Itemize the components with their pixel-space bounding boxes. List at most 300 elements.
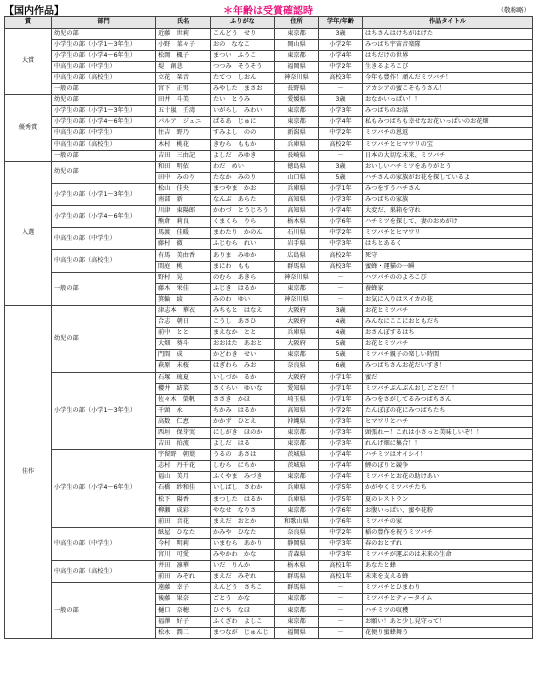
winner-prefecture: 東京都 [275,427,319,438]
winner-grade: 3歳 [319,305,363,316]
winner-grade: 中学3年 [319,239,363,250]
award-category: 中高生の部（中学生） [52,228,156,250]
table-row [5,117,533,128]
winner-prefecture: 広島県 [275,250,319,261]
winner-grade: 高校3年 [319,261,363,272]
winner-kana: えんどう さちこ [211,583,275,594]
winner-kana: うるの あさは [211,450,275,461]
winner-name: 松山 佳央 [156,183,211,194]
winner-grade: 5歳 [319,339,363,350]
winner-prefecture: 茨城県 [275,450,319,461]
winner-kana: みやした まさお [211,84,275,95]
winner-prefecture: 群馬県 [275,261,319,272]
winner-name: 住吉 野乃 [156,128,211,139]
award-category: 中高生の部（中学生） [52,61,156,72]
winner-name: 柳瀬 成彩 [156,505,211,516]
artwork-title: 養蜂家 [363,283,533,294]
winner-kana: まえなか とと [211,328,275,339]
winner-prefecture: 長野県 [275,84,319,95]
winner-name: 馬渡 佳暖 [156,228,211,239]
winner-name: 田中 みのり [156,172,211,183]
artwork-title: はちとあるく [363,239,533,250]
winner-prefecture: 群馬県 [275,572,319,583]
winner-kana: よしだ はる [211,439,275,450]
winner-kana: いだ りんか [211,561,275,572]
winner-grade: 小学6年 [319,505,363,516]
winner-name: 和田 明依 [156,161,211,172]
artwork-title: はちだけの世界 [363,50,533,61]
artwork-title: ハチミツを探して、妻のおめがけ [363,217,533,228]
winner-name: 堤 創悲 [156,61,211,72]
winner-kana: つつみ そうそう [211,61,275,72]
artwork-title: お腹いっぱい、蜜や花粉 [363,505,533,516]
winner-prefecture: 東京都 [275,28,319,39]
winner-name: 宮下 正男 [156,84,211,95]
winner-kana: まつやま かお [211,183,275,194]
award-category: 一般の部 [52,272,156,305]
winner-grade: 小学2年 [319,405,363,416]
award-category: 中高生の部（高校生） [52,139,156,150]
winner-prefecture: 兵庫県 [275,139,319,150]
winner-prefecture: 神奈川県 [275,294,319,305]
artwork-title: かがやくミツバチたち [363,483,533,494]
winner-prefecture: 兵庫県 [275,183,319,194]
winner-grade: 小学1年 [319,394,363,405]
award-category: 小学生の部（小学1～3年生） [52,183,156,205]
winner-grade: 高校2年 [319,139,363,150]
winner-grade: 4歳 [319,317,363,328]
winner-prefecture: 福岡県 [275,627,319,638]
table-row [5,161,533,172]
award-category: 小学生の部（小学4～6年生） [52,117,156,128]
artwork-title: お願い！あと少し見守って！ [363,616,533,627]
winner-name: 宮川 可愛 [156,550,211,561]
artwork-title: ハチミツはオイシイ！ [363,450,533,461]
winner-kana: やなせ なりさ [211,505,275,516]
winner-grade: 中学3年 [319,538,363,549]
winner-name: 櫻井 結菜 [156,383,211,394]
winner-grade: 高校1年 [319,572,363,583]
artwork-title: ミツバチとヒマワリ [363,228,533,239]
winner-prefecture: 奈良県 [275,361,319,372]
artwork-title: 蜜だ [363,372,533,383]
column-header-title: 作品タイトル [363,17,533,29]
winner-prefecture: 栃木県 [275,561,319,572]
winner-prefecture: 東京都 [275,283,319,294]
winner-kana: よしだ みゆき [211,150,275,161]
table-row [5,583,533,594]
winner-kana: ふじむら れい [211,239,275,250]
winner-name: 佐々木 榮帆 [156,394,211,405]
winner-grade: 5歳 [319,172,363,183]
table-row [5,272,533,283]
winner-kana: ありま みゆか [211,250,275,261]
winner-prefecture: 奈良県 [275,527,319,538]
winner-name: 熊倉 莉良 [156,217,211,228]
award-category: 小学生の部（小学4～6年生） [52,206,156,228]
artwork-title: 未来を支える蜂 [363,572,533,583]
winner-kana: かどわき せい [211,350,275,361]
winner-kana: きむら ももか [211,139,275,150]
honorific-note: （敬称略） [497,6,530,14]
award-category: 幼児の部 [52,161,156,183]
winner-prefecture: 岩手県 [275,239,319,250]
winner-name: 小野 菜々子 [156,39,211,50]
winner-grade: 高校1年 [319,561,363,572]
winner-kana: くまくら りら [211,217,275,228]
table-row [5,95,533,106]
artwork-title: ハチミツの収穫 [363,605,533,616]
winner-name: 紙屋 ひなた [156,527,211,538]
winner-kana: みやかわ かな [211,550,275,561]
winner-kana: いまむら あかり [211,538,275,549]
winner-kana: たい とうみ [211,95,275,106]
artwork-title: 大変だ、巣箱を守れ [363,206,533,217]
winner-grade: 小学2年 [319,39,363,50]
winner-kana: こんどう せり [211,28,275,39]
award-level: 佳作 [5,305,52,638]
winner-grade: 小学3年 [319,416,363,427]
winner-prefecture: 青森県 [275,550,319,561]
column-header-prefecture: 住所 [275,17,319,29]
award-level: 優秀賞 [5,95,52,162]
winner-grade: 小学3年 [319,427,363,438]
table-row [5,527,533,538]
winner-kana: ちかみ はるか [211,405,275,416]
winner-kana: たてつ しおん [211,72,275,83]
table-row [5,106,533,117]
table-row [5,39,533,50]
winner-kana: ふくやま みづき [211,472,275,483]
winner-kana: たなか みのり [211,172,275,183]
table-row [5,561,533,572]
winner-grade: － [319,594,363,605]
artwork-title: ミツバチの家 [363,516,533,527]
award-category: 一般の部 [52,84,156,95]
winner-prefecture: 石川県 [275,228,319,239]
artwork-title: たんぽぽの花にみつばちたち [363,405,533,416]
winner-grade: － [319,283,363,294]
winner-grade: 小学4年 [319,50,363,61]
award-category: 一般の部 [52,150,156,161]
award-category: 中高生の部（高校生） [52,72,156,83]
artwork-title: みつばちの家族 [363,195,533,206]
winner-grade: － [319,616,363,627]
winner-prefecture: 東京都 [275,106,319,117]
winner-kana: こうし あさひ [211,317,275,328]
table-row [5,228,533,239]
artwork-title: 花便り蜜蜂舞う [363,627,533,638]
winner-grade: 小学1年 [319,183,363,194]
award-category: 中高生の部（高校生） [52,250,156,272]
awards-table-body [5,28,533,638]
winner-prefecture: 東京都 [275,594,319,605]
winner-grade: － [319,605,363,616]
winner-prefecture: 兵庫県 [275,483,319,494]
table-row [5,450,533,461]
winner-name: 合志 朝日 [156,317,211,328]
artwork-title: おさんぽするはち [363,328,533,339]
artwork-title: みつばちのお話 [363,106,533,117]
table-row [5,72,533,83]
artwork-title: お気に入りはスイカの花 [363,294,533,305]
winner-prefecture: 東京都 [275,616,319,627]
artwork-title: ミツバチとお花の助けあい [363,472,533,483]
winner-grade: 中学2年 [319,128,363,139]
winner-grade: － [319,150,363,161]
winner-kana: なんぶ あらた [211,195,275,206]
winner-name: 松岡 楓子 [156,50,211,61]
winner-grade: － [319,84,363,95]
award-category: 幼児の部 [52,95,156,106]
winner-name: 石塚 琉夏 [156,372,211,383]
winner-kana: すみよし のの [211,128,275,139]
winner-kana: ささき かほ [211,394,275,405]
winner-kana: かかず ひとえ [211,416,275,427]
winner-grade: 小学4年 [319,117,363,128]
winner-prefecture: 東京都 [275,350,319,361]
winner-grade: 中学2年 [319,61,363,72]
winner-name: 藤木 栄佳 [156,283,211,294]
winner-name: 高数 仁恵 [156,416,211,427]
column-header-award: 賞 [5,17,52,29]
winner-kana: にしがき ほのか [211,427,275,438]
artwork-title: ハチさんの家族がお花を探しているよ [363,172,533,183]
winner-kana: はぎわら みお [211,361,275,372]
winner-grade: 3歳 [319,28,363,39]
artwork-title: ミツバチの恩返 [363,128,533,139]
winner-kana: かみや ひなた [211,527,275,538]
artwork-title: お花とミツバチ [363,305,533,316]
winner-prefecture: 高知県 [275,405,319,416]
artwork-title: 夏のレストラン [363,494,533,505]
winner-prefecture: 大阪府 [275,305,319,316]
winner-grade: － [319,272,363,283]
winner-kana: ごとう かな [211,594,275,605]
winner-kana: さくらい ゆいな [211,383,275,394]
winner-prefecture: 埼玉県 [275,394,319,405]
winner-prefecture: 大阪府 [275,317,319,328]
winner-grade: 小学5年 [319,483,363,494]
winner-prefecture: 東京都 [275,50,319,61]
winner-grade: 小学4年 [319,472,363,483]
winner-grade: 中学2年 [319,228,363,239]
table-row [5,250,533,261]
winner-kana: いしづか るか [211,372,275,383]
winner-kana: かわづ とうじろう [211,206,275,217]
winner-kana: おの ななこ [211,39,275,50]
winner-prefecture: 福岡県 [275,61,319,72]
winner-prefecture: 兵庫県 [275,328,319,339]
winner-kana: いがらし みわい [211,106,275,117]
winner-name: 西垣 保芽実 [156,427,211,438]
winner-name: 萩原 未桜 [156,361,211,372]
winner-prefecture: 群馬県 [275,583,319,594]
winner-kana: わだ めい [211,161,275,172]
winner-name: 箕輪 綾 [156,294,211,305]
table-row [5,61,533,72]
table-row [5,183,533,194]
winner-grade: － [319,627,363,638]
winner-prefecture: 愛知県 [275,383,319,394]
winner-grade: 小学3年 [319,195,363,206]
artwork-title: アカシアの蜜こそもうさん！ [363,84,533,95]
winner-name: 松下 陽香 [156,494,211,505]
winner-kana: おおはた あおと [211,339,275,350]
winner-grade: 高校2年 [319,250,363,261]
winner-prefecture: 東京都 [275,117,319,128]
winner-prefecture: 岡山県 [275,39,319,50]
winner-kana: まつい ふうこ [211,50,275,61]
winner-prefecture: 高知県 [275,195,319,206]
page-title: 【国内作品】 [4,6,64,17]
award-category: 小学生の部（小学4～6年生） [52,450,156,528]
table-row [5,305,533,316]
table-row [5,28,533,39]
winner-grade: 小学1年 [319,372,363,383]
winner-prefecture: 神奈川県 [275,272,319,283]
winner-kana: まえだ おとか [211,516,275,527]
award-level: 入選 [5,161,52,305]
winner-prefecture: 東京都 [275,439,319,450]
winner-name: 後藤 果奈 [156,594,211,605]
award-category: 中高生の部（中学生） [52,128,156,139]
winner-prefecture: 徳島県 [275,161,319,172]
table-row [5,206,533,217]
winner-name: 石橋 紗和佳 [156,483,211,494]
winner-grade: 5歳 [319,350,363,361]
winner-name: 千頭 永 [156,405,211,416]
winner-prefecture: 長崎県 [275,150,319,161]
winner-prefecture: 静岡県 [275,538,319,549]
award-category: 小学生の部（小学1～3年生） [52,39,156,50]
artwork-title: みつをさがしてるみつばちさん [363,394,533,405]
winner-grade: 小学4年 [319,206,363,217]
winner-kana: まつなが じゅんじ [211,627,275,638]
table-row [5,128,533,139]
winner-grade: 高校3年 [319,72,363,83]
award-category: 幼児の部 [52,28,156,39]
artwork-title: ヒマワリとハチ [363,416,533,427]
winner-prefecture: 東京都 [275,605,319,616]
winner-name: 有馬 美由香 [156,250,211,261]
winner-name: 前田 みぞれ [156,572,211,583]
winner-prefecture: 東京都 [275,472,319,483]
artwork-title: みんなにここにおともだち [363,317,533,328]
winner-name: 福山 美月 [156,472,211,483]
winner-grade: 小学6年 [319,217,363,228]
awards-table [4,16,533,639]
winner-name: 藤村 徹 [156,239,211,250]
artwork-title: ミツバチが運ぶのは未来の生命 [363,550,533,561]
winner-name: 木村 桃花 [156,139,211,150]
winner-name: 門間 成 [156,350,211,361]
winner-prefecture: 和歌山県 [275,516,319,527]
winner-kana: みちもと はなえ [211,305,275,316]
winner-grade: 小学4年 [319,461,363,472]
winner-kana: みのわ ゆい [211,294,275,305]
winner-prefecture: 山口県 [275,172,319,183]
winner-grade: 小学3年 [319,439,363,450]
artwork-title: れんげ畑に集合！！ [363,439,533,450]
artwork-title: 頭張れー！これは小さっと美味しいぞ！！ [363,427,533,438]
artwork-title: ミツバチとヒマワリの宝 [363,139,533,150]
winner-kana: まわたり かのん [211,228,275,239]
table-row [5,84,533,95]
winner-name: 福澤 好子 [156,616,211,627]
page-header [0,0,536,17]
winner-name: 志村 丹千花 [156,461,211,472]
artwork-title: あなたと蜂 [363,561,533,572]
winner-kana: まえだ みぞれ [211,572,275,583]
winner-prefecture: 東京都 [275,505,319,516]
winner-name: 立花 栞音 [156,72,211,83]
artwork-title: 死守 [363,250,533,261]
winner-name: 樋口 奈穂 [156,605,211,616]
winner-kana: いしばし さわか [211,483,275,494]
winner-kana: ひぐち なほ [211,605,275,616]
winner-prefecture: 愛媛県 [275,95,319,106]
artwork-title: 生きるよろこび [363,61,533,72]
winner-name: 松永 潤二 [156,627,211,638]
award-category: 一般の部 [52,583,156,638]
artwork-title: ミツバチ親子の楽しい時間 [363,350,533,361]
artwork-title: みつをすうハチさん [363,183,533,194]
artwork-title: 鯉のぼりと競争 [363,461,533,472]
award-level: 大賞 [5,28,52,95]
artwork-title: 私もみつばちも幸せなお花いっぱいのお花畑 [363,117,533,128]
winner-name: 遠藤 幸子 [156,583,211,594]
award-category: 小学生の部（小学1～3年生） [52,106,156,117]
winner-name: 間庭 桃 [156,261,211,272]
column-header-kana: ふりがな [211,17,275,29]
winner-name: 吉田 拍流 [156,439,211,450]
winner-kana: しむら にちか [211,461,275,472]
winner-prefecture: 神奈川県 [275,72,319,83]
table-row [5,150,533,161]
winner-prefecture: 高知県 [275,206,319,217]
winner-grade: － [319,294,363,305]
header-row [5,17,533,29]
winner-grade: 小学1年 [319,383,363,394]
winner-name: パルア ジュニ [156,117,211,128]
winner-grade: － [319,583,363,594]
winner-name: 川津 東陽郎 [156,206,211,217]
winner-kana: まつした はるか [211,494,275,505]
artwork-title: 稲の豊作を祝うミツバチ [363,527,533,538]
column-header-category: 部門 [52,17,156,29]
winner-name: 野村 晃 [156,272,211,283]
artwork-title: ミツバチぶんぶんおしごとだ！！ [363,383,533,394]
winner-name: 井田 凛華 [156,561,211,572]
winner-grade: 3歳 [319,161,363,172]
artwork-title: はちさんはけちがはげた [363,28,533,39]
winner-grade: 小学3年 [319,106,363,117]
table-row [5,50,533,61]
artwork-title: みつばちさんお花だいすき！ [363,361,533,372]
winner-prefecture: 大阪府 [275,339,319,350]
winner-kana: のむら あきら [211,272,275,283]
winner-kana: ふじき はるか [211,283,275,294]
award-category: 中高生の部（高校生） [52,561,156,583]
column-header-name: 氏名 [156,17,211,29]
winner-grade: 中学2年 [319,527,363,538]
award-category: 小学生の部（小学4～6年生） [52,50,156,61]
winner-name: 五十嵐 壬湾 [156,106,211,117]
artwork-title: 春のおとずれ [363,538,533,549]
winner-name: 前田 音花 [156,516,211,527]
artwork-title: お花とミツバチ [363,339,533,350]
